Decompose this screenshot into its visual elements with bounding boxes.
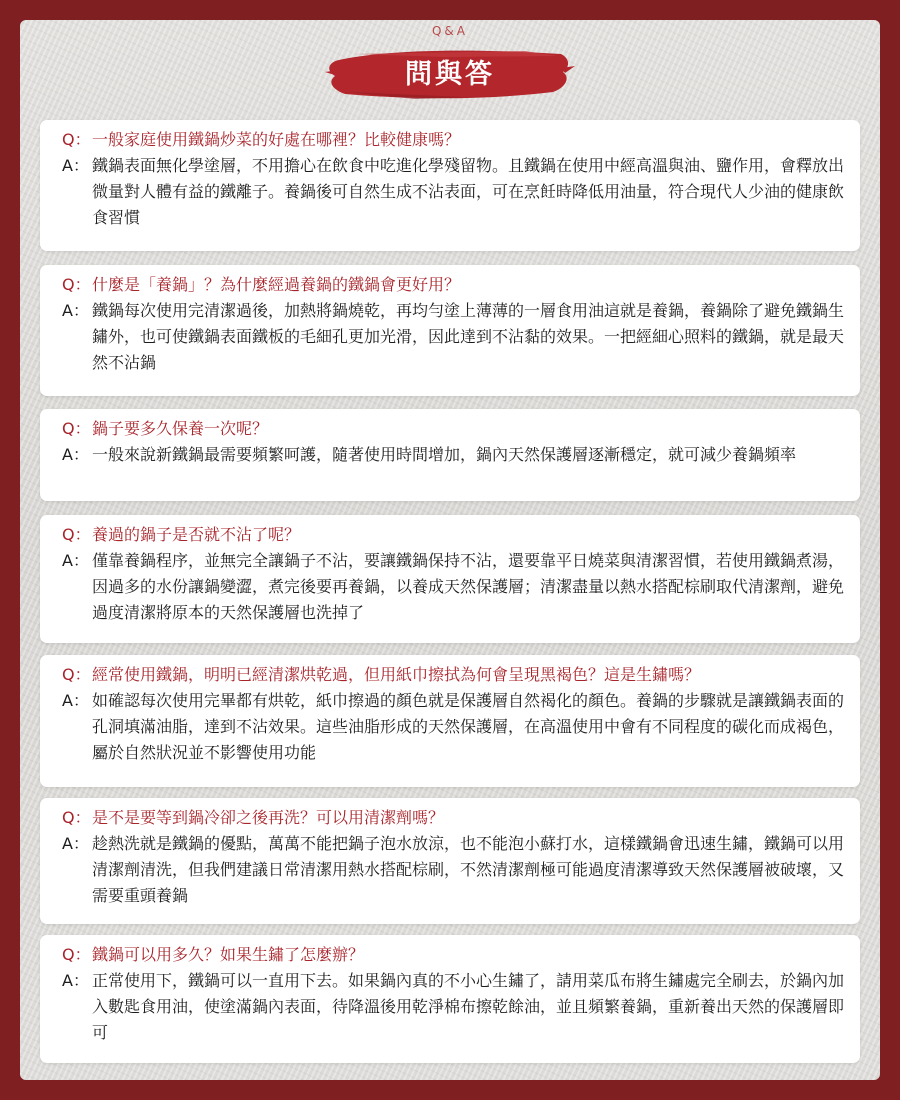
faq-card (40, 798, 860, 924)
a-label: A： (62, 445, 89, 464)
faq-answer (62, 968, 846, 1046)
question-text: 什麼是「養鍋」？為什麼經過養鍋的鐵鍋會更好用？ (92, 275, 461, 294)
faq-answer (62, 548, 846, 626)
a-label: A： (62, 301, 89, 320)
faq-question (62, 805, 846, 831)
answer-text: 如確認每次使用完畢都有烘乾，紙巾擦過的顏色就是保護層自然褐化的顏色。養鍋的步驟就是讓鐵鍋表面的孔洞填滿油脂，達到不沾效果。這些油脂形成的天然保護層，在高溫使用中會有不同程度的碳化而成褐色，屬於自然狀況並不影響使用功能 (92, 691, 845, 762)
q-label: Q： (62, 808, 91, 827)
faq-question (62, 942, 846, 968)
q-label: Q： (62, 275, 91, 294)
faq-card (40, 409, 860, 501)
page-title: 問與答 (405, 59, 495, 90)
faq-question (62, 522, 846, 548)
q-label: Q： (62, 525, 91, 544)
faq-answer (62, 298, 846, 376)
question-text: 一般家庭使用鐵鍋炒菜的好處在哪裡？比較健康嗎？ (92, 130, 461, 149)
faq-card (40, 655, 860, 787)
question-text: 鐵鍋可以用多久？如果生鏽了怎麼辦？ (92, 945, 365, 964)
a-label: A： (62, 691, 89, 710)
q-label: Q： (62, 130, 91, 149)
a-label: A： (62, 971, 89, 990)
content-panel (20, 20, 880, 1080)
faq-answer (62, 831, 846, 909)
faq-question (62, 127, 846, 153)
faq-question (62, 662, 846, 688)
q-label: Q： (62, 665, 91, 684)
answer-text: 僅靠養鍋程序，並無完全讓鍋子不沾，要讓鐵鍋保持不沾，還要靠平日燒菜與清潔習慣，若使用鐵鍋煮湯，因過多的水份讓鍋變澀，煮完後要再養鍋，以養成天然保護層；清潔盡量以熱水搭配棕刷取代清潔劑，避免過度清潔將原本的天然保護層也洗掉了 (92, 551, 845, 622)
a-label: A： (62, 156, 89, 175)
answer-text: 趁熱洗就是鐵鍋的優點，萬萬不能把鍋子泡水放涼，也不能泡小蘇打水，這樣鐵鍋會迅速生鏽，鐵鍋可以用清潔劑清洗，但我們建議日常清潔用熱水搭配棕刷，不然清潔劑極可能過度清潔導致天然保護層被破壞，又需要重頭養鍋 (92, 834, 845, 905)
faq-card (40, 120, 860, 251)
header-subtitle: Q&A (431, 24, 468, 38)
header (20, 20, 880, 115)
answer-text: 正常使用下，鐵鍋可以一直用下去。如果鍋內真的不小心生鏽了，請用菜瓜布將生鏽處完全刷去，於鍋內加入數匙食用油，使塗滿鍋內表面，待降溫後用乾淨棉布擦乾餘油，並且頻繁養鍋，重新養出天然的保護層即可 (92, 971, 845, 1042)
question-text: 經常使用鐵鍋，明明已經清潔烘乾過，但用紙巾擦拭為何會呈現黑褐色？這是生鏽嗎？ (92, 665, 701, 684)
question-text: 是不是要等到鍋冷卻之後再洗？可以用清潔劑嗎？ (92, 808, 445, 827)
answer-text: 鐵鍋每次使用完清潔過後，加熱將鍋燒乾，再均勻塗上薄薄的一層食用油這就是養鍋，養鍋除了避免鐵鍋生鏽外，也可使鐵鍋表面鐵板的毛細孔更加光滑，因此達到不沾黏的效果。一把經細心照料的鐵鍋，就是最天然不沾鍋 (92, 301, 845, 372)
q-label: Q： (62, 419, 91, 438)
faq-answer (62, 688, 846, 766)
a-label: A： (62, 551, 89, 570)
faq-answer (62, 442, 846, 468)
faq-question (62, 416, 846, 442)
faq-card (40, 935, 860, 1063)
a-label: A： (62, 834, 89, 853)
faq-card (40, 265, 860, 396)
question-text: 養過的鍋子是否就不沾了呢？ (92, 525, 301, 544)
faq-answer (62, 153, 846, 231)
answer-text: 鐵鍋表面無化學塗層，不用擔心在飲食中吃進化學殘留物。且鐵鍋在使用中經高溫與油、鹽作用，會釋放出微量對人體有益的鐵離子。養鍋後可自然生成不沾表面，可在烹飪時降低用油量，符合現代人少油的健康飲食習慣 (92, 156, 845, 227)
question-text: 鍋子要多久保養一次呢？ (92, 419, 269, 438)
answer-text: 一般來說新鐵鍋最需要頻繁呵護，隨著使用時間增加，鍋內天然保護層逐漸穩定，就可減少養鍋頻率 (92, 445, 797, 464)
q-label: Q： (62, 945, 91, 964)
faq-question (62, 272, 846, 298)
faq-card (40, 515, 860, 643)
